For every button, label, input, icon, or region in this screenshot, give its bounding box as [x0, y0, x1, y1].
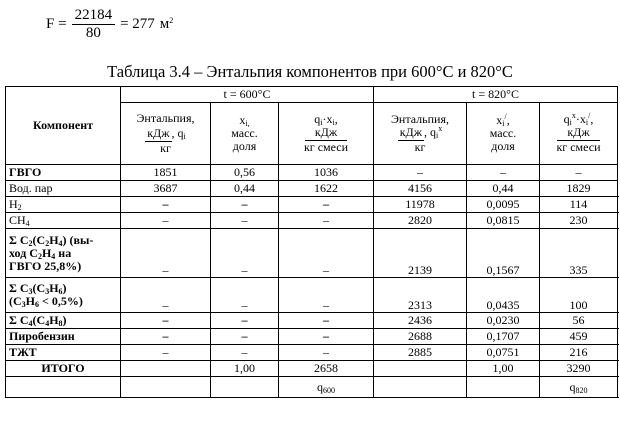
table-row	[6, 197, 618, 213]
area-formula	[46, 2, 173, 46]
cell-enthalpy-820: 2313	[374, 278, 467, 313]
row-name: Σ $С_4(С_4Н_8)$	[6, 313, 121, 329]
cell-enthalpy-600: –	[121, 345, 211, 361]
cell-enthalpy-820: 2436	[374, 313, 467, 329]
cell-enthalpy-820: 2688	[374, 329, 467, 345]
row-name: ИТОГО	[6, 361, 121, 377]
cell-qx-600: –	[279, 329, 374, 345]
cell-qx-820: 3290	[540, 361, 618, 377]
formula-fraction	[72, 8, 116, 41]
row-name: Пиробензин	[6, 329, 121, 345]
cell-fraction-600: 1,00	[211, 361, 279, 377]
table-row	[6, 165, 618, 181]
table-caption: Таблица 3.4 – Энтальпия компонентов при 600°С и 820°С	[107, 62, 513, 81]
footer-empty	[6, 377, 121, 398]
formula-unit: $м^2$	[159, 15, 174, 32]
cell-qx-600: –	[279, 278, 374, 313]
table-row-footer	[6, 377, 618, 398]
formula-numerator: 22184	[72, 8, 116, 25]
table-row-total	[6, 361, 618, 377]
cell-enthalpy-820: 11978	[374, 197, 467, 213]
cell-enthalpy-820	[374, 361, 467, 377]
cell-fraction-820: 0,0435	[467, 278, 540, 313]
header-qx-820: $q_i^x\cdot x_i^/$, кДж кг смеси	[540, 103, 618, 165]
footer-q600: $q_{600}$	[279, 377, 374, 398]
cell-enthalpy-820: 2885	[374, 345, 467, 361]
table-row	[6, 181, 618, 197]
cell-qx-600: 2658	[279, 361, 374, 377]
footer-q820: $q_{820}$	[540, 377, 618, 398]
cell-enthalpy-820: 4156	[374, 181, 467, 197]
table-row	[6, 229, 618, 278]
cell-enthalpy-600: 1851	[121, 165, 211, 181]
cell-qx-820: 459	[540, 329, 618, 345]
cell-enthalpy-600: –	[121, 213, 211, 229]
cell-qx-600: 1622	[279, 181, 374, 197]
row-name: ТЖТ	[6, 345, 121, 361]
cell-enthalpy-600: –	[121, 229, 211, 278]
cell-fraction-600: 0,56	[211, 165, 279, 181]
cell-qx-820: 335	[540, 229, 618, 278]
formula-result: = 277	[120, 15, 155, 32]
cell-qx-600: –	[279, 345, 374, 361]
cell-qx-820: 230	[540, 213, 618, 229]
cell-enthalpy-600	[121, 361, 211, 377]
header-t600: t = 600°С	[121, 87, 374, 103]
cell-fraction-820: 0,0815	[467, 213, 540, 229]
header-mass-fraction-820: $x_i^/$, масс. доля	[467, 103, 540, 165]
cell-fraction-600: –	[211, 313, 279, 329]
cell-fraction-820: 0,0751	[467, 345, 540, 361]
header-enthalpy-820: Энтальпия, кДж , $q_i^x$ кг	[374, 103, 467, 165]
row-name: Σ $С_3(С_3Н_6)$ $(С_3Н_6 < 0,5\%)$	[6, 278, 121, 313]
cell-fraction-820: 0,44	[467, 181, 540, 197]
cell-fraction-820: 0,0230	[467, 313, 540, 329]
cell-enthalpy-600: –	[121, 197, 211, 213]
cell-qx-820: 56	[540, 313, 618, 329]
header-qx-600: $q_i\cdot x_i$, кДж кг смеси	[279, 103, 374, 165]
cell-fraction-600: –	[211, 345, 279, 361]
header-mass-fraction-600: $x_{i,}$ масс. доля	[211, 103, 279, 165]
formula-lhs: F =	[46, 15, 67, 32]
cell-fraction-600: –	[211, 213, 279, 229]
cell-fraction-600: –	[211, 197, 279, 213]
cell-fraction-820: –	[467, 165, 540, 181]
table-row	[6, 278, 618, 313]
cell-fraction-820: 1,00	[467, 361, 540, 377]
formula-denominator: 80	[85, 24, 101, 41]
cell-qx-600: –	[279, 313, 374, 329]
table-row	[6, 329, 618, 345]
cell-qx-820: 216	[540, 345, 618, 361]
enthalpy-table	[5, 86, 618, 398]
cell-qx-820: 100	[540, 278, 618, 313]
cell-enthalpy-820: –	[374, 165, 467, 181]
cell-qx-820: 1829	[540, 181, 618, 197]
cell-qx-820: –	[540, 165, 618, 181]
cell-enthalpy-820: 2139	[374, 229, 467, 278]
cell-qx-600: –	[279, 197, 374, 213]
cell-fraction-600: 0,44	[211, 181, 279, 197]
cell-qx-600: –	[279, 229, 374, 278]
cell-qx-600: –	[279, 213, 374, 229]
footer-empty	[467, 377, 540, 398]
table-row	[6, 213, 618, 229]
footer-empty	[121, 377, 211, 398]
cell-enthalpy-820: 2820	[374, 213, 467, 229]
row-name: Вод. пар	[6, 181, 121, 197]
cell-fraction-600: –	[211, 229, 279, 278]
cell-fraction-600: –	[211, 278, 279, 313]
row-name: ГВГО	[6, 165, 121, 181]
cell-fraction-820: 0,1707	[467, 329, 540, 345]
table-row	[6, 313, 618, 329]
cell-qx-600: 1036	[279, 165, 374, 181]
cell-enthalpy-600: –	[121, 329, 211, 345]
table-row	[6, 345, 618, 361]
header-t820: t = 820°С	[374, 87, 618, 103]
cell-fraction-600: –	[211, 329, 279, 345]
header-row-1	[6, 87, 618, 103]
row-name: Σ $С_2(С_2Н_4)$ (вы- ход $С_2Н_4$ на ГВГО 25,8%)	[6, 229, 121, 278]
row-name: $Н_2$	[6, 197, 121, 213]
cell-fraction-820: 0,1567	[467, 229, 540, 278]
cell-enthalpy-600: –	[121, 313, 211, 329]
row-name: $СН_4$	[6, 213, 121, 229]
header-component: Компонент	[6, 87, 121, 165]
footer-empty	[374, 377, 467, 398]
footer-empty	[211, 377, 279, 398]
cell-enthalpy-600: –	[121, 278, 211, 313]
cell-fraction-820: 0,0095	[467, 197, 540, 213]
cell-qx-820: 114	[540, 197, 618, 213]
header-enthalpy-600: Энтальпия, кДж , $q_i$ кг	[121, 103, 211, 165]
cell-enthalpy-600: 3687	[121, 181, 211, 197]
